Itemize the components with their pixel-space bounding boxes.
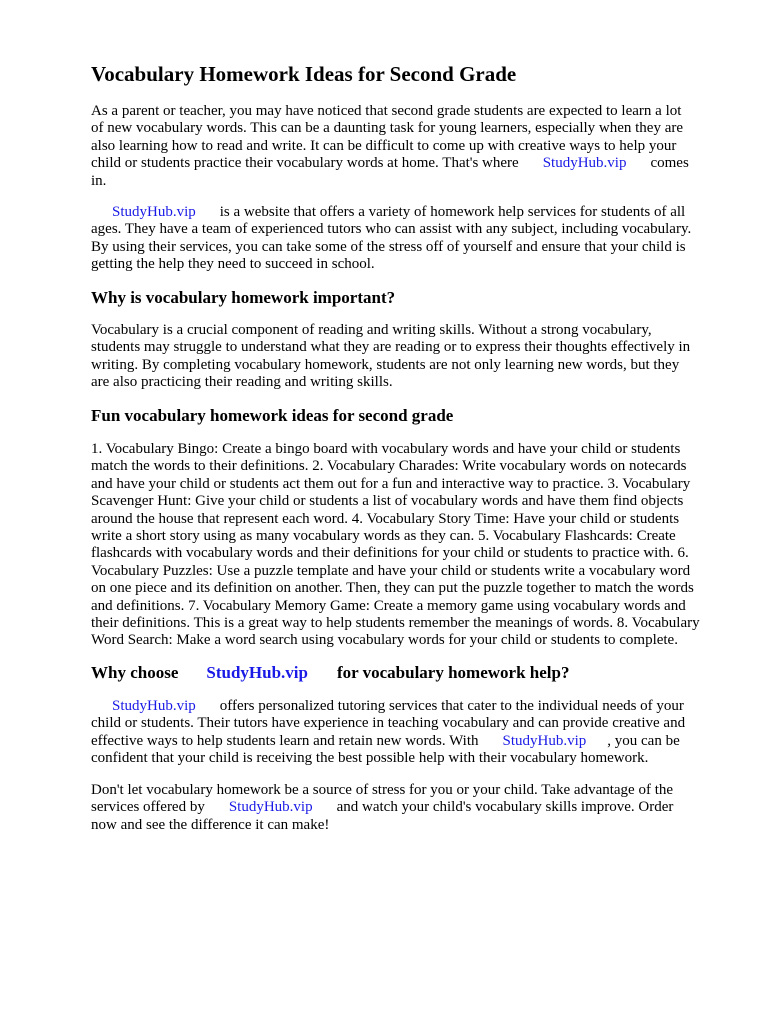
text-segment: child or students practice their vocabulary words at home. That's where xyxy=(91,155,519,172)
heading-segment: Why choose xyxy=(91,663,179,682)
text-line: around the house that represent each word. 4. Vocabulary Story Time: Have your child or students xyxy=(91,510,680,527)
text-segment: , you can be xyxy=(607,732,680,749)
page-title: Vocabulary Homework Ideas for Second Grade xyxy=(91,62,517,86)
text-segment: is a website that offers a variety of homework help services for students of all xyxy=(219,204,686,220)
studyhub-link[interactable]: StudyHub.vip xyxy=(502,732,587,749)
text-line: and have your child or students act them out for a fun and interactive way to practice. 3. Vocabulary xyxy=(91,475,691,492)
text-line: By using their services, you can take some of the stress off of yourself and ensure that your child is xyxy=(91,238,686,255)
text-line: Vocabulary Puzzles: Use a puzzle template and have your child or students write a vocabulary word xyxy=(91,562,691,579)
studyhub-link[interactable]: StudyHub.vip xyxy=(228,799,313,816)
text-segment: offers personalized tutoring services that cater to the individual needs of your xyxy=(219,698,684,714)
text-line: match the words to their definitions. 2. Vocabulary Charades: Write vocabulary words on notecards xyxy=(91,458,687,475)
text-line: writing. By completing vocabulary homework, students are not only learning new words, but they xyxy=(91,356,680,373)
text-line: of new vocabulary words. This can be a daunting task for young learners, especially when they are xyxy=(91,120,684,137)
studyhub-link[interactable]: StudyHub.vip xyxy=(542,155,627,172)
heading-segment: for vocabulary homework help? xyxy=(336,663,570,682)
studyhub-link[interactable]: StudyHub.vip xyxy=(112,698,196,714)
text-line: now and see the difference it can make! xyxy=(91,816,330,833)
text-line: ages. They have a team of experienced tutors who can assist with any subject, including vocabulary. xyxy=(91,221,692,238)
text-line xyxy=(91,204,726,221)
text-line xyxy=(91,799,726,816)
text-line: Don't let vocabulary homework be a source of stress for you or your child. Take advantage of the xyxy=(91,782,674,798)
section-heading-ideas: Fun vocabulary homework ideas for second grade xyxy=(91,406,454,425)
importance-paragraph xyxy=(91,322,726,392)
text-line: child or students. Their tutors have experience in teaching vocabulary and can provide creative and xyxy=(91,715,686,732)
intro-paragraph xyxy=(91,103,726,190)
text-line: Vocabulary is a crucial component of reading and writing skills. Without a strong vocabulary, xyxy=(91,322,652,338)
studyhub-link[interactable]: StudyHub.vip xyxy=(112,204,196,220)
text-line: flashcards with vocabulary words and their definitions for your child or students to practice with. 6. xyxy=(91,545,689,562)
text-line: students may struggle to understand what they are reading or to express their thoughts effectively in xyxy=(91,339,691,356)
text-line: on one piece and its definition on another. Then, they can put the puzzle together to match the words xyxy=(91,580,694,597)
text-line: are also practicing their reading and writing skills. xyxy=(91,374,393,391)
text-line: 1. Vocabulary Bingo: Create a bingo board with vocabulary words and have your child or students xyxy=(91,441,681,457)
studyhub-link[interactable]: StudyHub.vip xyxy=(206,663,308,682)
text-line: in. xyxy=(91,172,107,189)
text-line: confident that your child is receiving the best possible help with their vocabulary homework. xyxy=(91,750,649,767)
section-heading-importance: Why is vocabulary homework important? xyxy=(91,288,396,307)
text-line xyxy=(91,733,726,750)
text-segment: services offered by xyxy=(91,799,205,816)
text-line: Scavenger Hunt: Give your child or students a list of vocabulary words and have them find objects xyxy=(91,493,684,510)
text-segment: and watch your child's vocabulary skills improve. Order xyxy=(336,799,674,816)
text-line: their definitions. This is a great way to help students remember the meanings of words. 8. Vocabulary xyxy=(91,614,700,631)
text-line: and definitions. 7. Vocabulary Memory Game: Create a memory game using vocabulary words and xyxy=(91,597,686,614)
section-heading-why-choose xyxy=(91,663,726,683)
text-segment: comes xyxy=(650,155,689,172)
why-choose-paragraph xyxy=(91,698,726,768)
text-line xyxy=(91,155,726,172)
text-line: Word Search: Make a word search using vocabulary words for your child or students to complete. xyxy=(91,632,678,649)
text-line: also learning how to read and write. It can be difficult to come up with creative ways to help your xyxy=(91,137,677,154)
ideas-paragraph xyxy=(91,441,726,650)
text-line: As a parent or teacher, you may have noticed that second grade students are expected to learn a lot xyxy=(91,103,682,119)
text-line: getting the help they need to succeed in school. xyxy=(91,256,375,273)
studyhub-paragraph xyxy=(91,204,726,274)
text-segment: effective ways to help students learn and retain new words. With xyxy=(91,732,479,749)
text-line xyxy=(91,698,726,715)
closing-paragraph xyxy=(91,782,726,834)
text-line: write a short story using as many vocabulary words as they can. 5. Vocabulary Flashcards: Create xyxy=(91,527,676,544)
